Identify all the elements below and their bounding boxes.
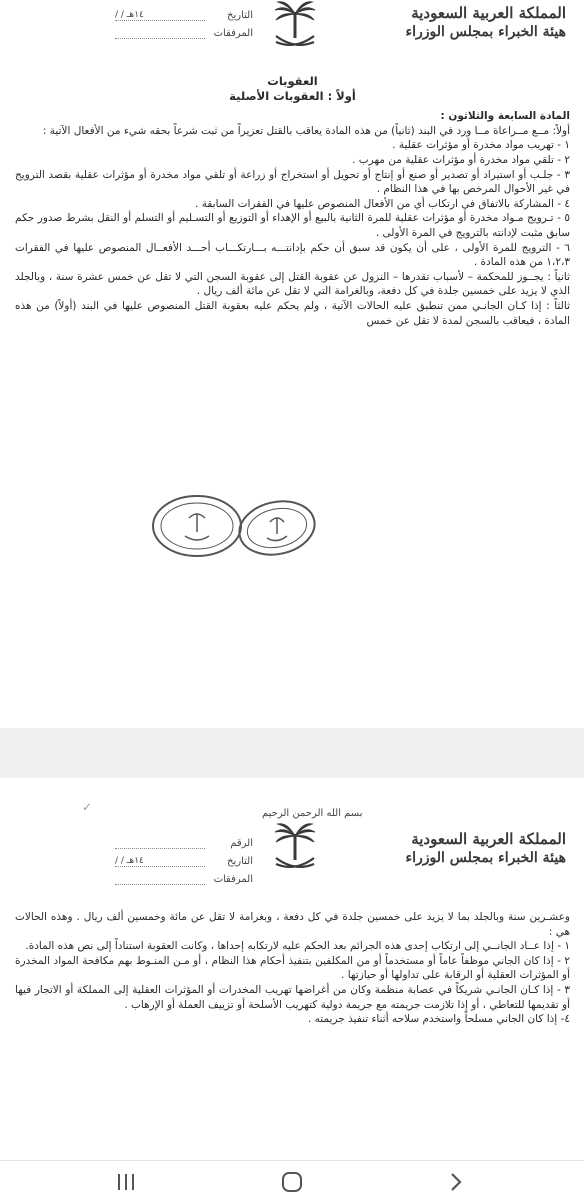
paragraph: ١ - تهريب مواد مخدرة أو مؤثرات عقلية . <box>392 139 570 152</box>
attachments-line <box>115 874 205 885</box>
attachments-label: المرفقات <box>213 27 253 39</box>
paragraph: ٢ - تلقي مواد مخدرة أو مؤثرات عقلية من مهرب . <box>352 153 570 166</box>
paragraph: ٣ - إذا كـان الجانـي شريكاً في عصابة منظمة وكان من أغراضها تهريب المخدرات أو المؤثرات العقلية إلى المملكة أو الاتجار فيها أو تقديمها للتعاطي ، أو إذا تلازمت جريمته مع جريمة دولية كتهريب الأسلحة أو تزييف العملة أو الإرهاب . <box>15 983 570 1011</box>
date-label: التاريخ <box>227 9 253 21</box>
home-icon[interactable] <box>280 1171 304 1193</box>
paragraph: أولاً: مــع مــراعاة مــا ورد في البند (ثانياً) من هذه المادة يعاقب بالقتل تعزيراً من ثبت شرعاً بحقه شيء من الأفعال الآتية : <box>42 124 570 137</box>
paragraph: ١ - إذا عــاد الجانــي إلى ارتكاب إحدى هذه الجرائم بعد الحكم عليه لارتكابه إحداها ، وكانت العقوبة استناداً إلى نص هذه المادة. <box>25 940 570 953</box>
number-label: الرقم <box>230 837 253 849</box>
system-navigation-bar <box>0 1160 584 1201</box>
saudi-emblem-icon <box>270 0 320 58</box>
paragraph: ٥ - تـرويج مـواد مخدرة أو مؤثرات عقلية للمرة الثانية بالبيع أو الإهداء أو التوزيع أو التسـليم أو التسلم أو النقل بشرط صدور حكم سابق مثبت لإدانته بالترويج في المرة الأولى . <box>15 212 570 239</box>
back-icon[interactable] <box>444 1171 468 1193</box>
council-name: هيئة الخبراء بمجلس الوزراء <box>405 850 566 866</box>
page-2-body <box>15 910 570 1027</box>
kingdom-name: المملكة العربية السعودية <box>411 830 566 848</box>
paragraph: ٦ - الترويج للمرة الأولى ، على أن يكون قد سبق أن حكم بإدانتـــه بـــارتكـــاب أحـــد الأفعــال المنصوص عليها في الفقرات ١،٢،٣ من هذه المادة . <box>15 241 570 269</box>
paragraph: ٣ - جلـب أو استيراد أو تصدير أو صنع أو إنتاج أو تحويل أو استخراج أو زراعة أو تلقي مواد مخدرة أو مؤثرات عقلية بقصد الترويج في غير الأحوال المرخص بها في هذا النظام . <box>15 168 570 196</box>
attachments-label: المرفقات <box>213 873 253 885</box>
reference-fields-2 <box>108 834 253 888</box>
page-corner-mark: ✓ <box>82 800 93 814</box>
council-name: هيئة الخبراء بمجلس الوزراء <box>405 24 566 40</box>
kingdom-name: المملكة العربية السعودية <box>411 4 566 22</box>
official-stamps <box>145 488 325 568</box>
page-gap <box>0 728 584 778</box>
article-heading: المادة السابعة والثلاثون : <box>440 110 570 123</box>
paragraph: ثالثاً : إذا كـان الجانـي ممن تنطبق عليه الحالات الآتية ، ولم يحكم عليه بعقوبة القتل المنصوص عليها في البند (أولاً) من هذه المادة ، فيعاقب بالسجن لمدة لا تقل عن خمس <box>15 299 570 327</box>
saudi-emblem-icon <box>270 822 320 880</box>
section-title: العقوبات <box>267 74 318 88</box>
date-label: التاريخ <box>227 855 253 867</box>
paragraph: ٢ - إذا كان الجاني موظفاً عاماً أو مستخدماً أو من المكلفين بتنفيذ أحكام هذا النظام ، أو مـن المنـوط بهم مكافحة المواد المخدرة أو المؤثرات العقلية أو الرقابة على تداولها أو حيازتها . <box>15 954 570 982</box>
paragraph: وعشـرين سنة وبالجلد بما لا يزيد على خمسين جلدة في كل دفعة ، وبغرامة لا تقل عن مائة وخمسين ألف ريال . وهذه الحالات هي : <box>15 911 570 938</box>
section-subtitle: أولاً : العقوبات الأصلية <box>229 88 356 103</box>
date-value: / / ١٤هـ <box>115 10 205 21</box>
letterhead-title <box>406 4 566 40</box>
reference-fields <box>108 6 253 42</box>
date-value: / / ١٤هـ <box>115 856 205 867</box>
paragraph: ٤- إذا كان الجاني مسلحاً واستخدم سلاحه أثناء تنفيذ جريمته . <box>307 1013 570 1026</box>
paragraph: ثانياً : يجــوز للمحكمة – لأسباب تقدرها – النزول عن عقوبة القتل إلى عقوبة السجن التي لا تقل عن خمس عشرة سنة ، وبالجلد الذي لا يزيد على خمسين جلدة في كل دفعة، وبالغرامة التي لا تقل عن مائة ألف ريال . <box>15 270 570 298</box>
page-1-body <box>15 74 570 328</box>
paragraph: ٤ - المشاركة بالاتفاق في ارتكاب أي من الأفعال المنصوص عليها في الفقرات السابقة . <box>195 197 570 210</box>
attachments-line <box>115 28 205 39</box>
basmala: بسم الله الرحمن الرحيم <box>262 808 363 819</box>
letterhead-title-2 <box>406 830 566 866</box>
number-line <box>115 838 205 849</box>
recent-apps-icon[interactable] <box>114 1171 138 1193</box>
document-page-2 <box>0 778 584 1160</box>
